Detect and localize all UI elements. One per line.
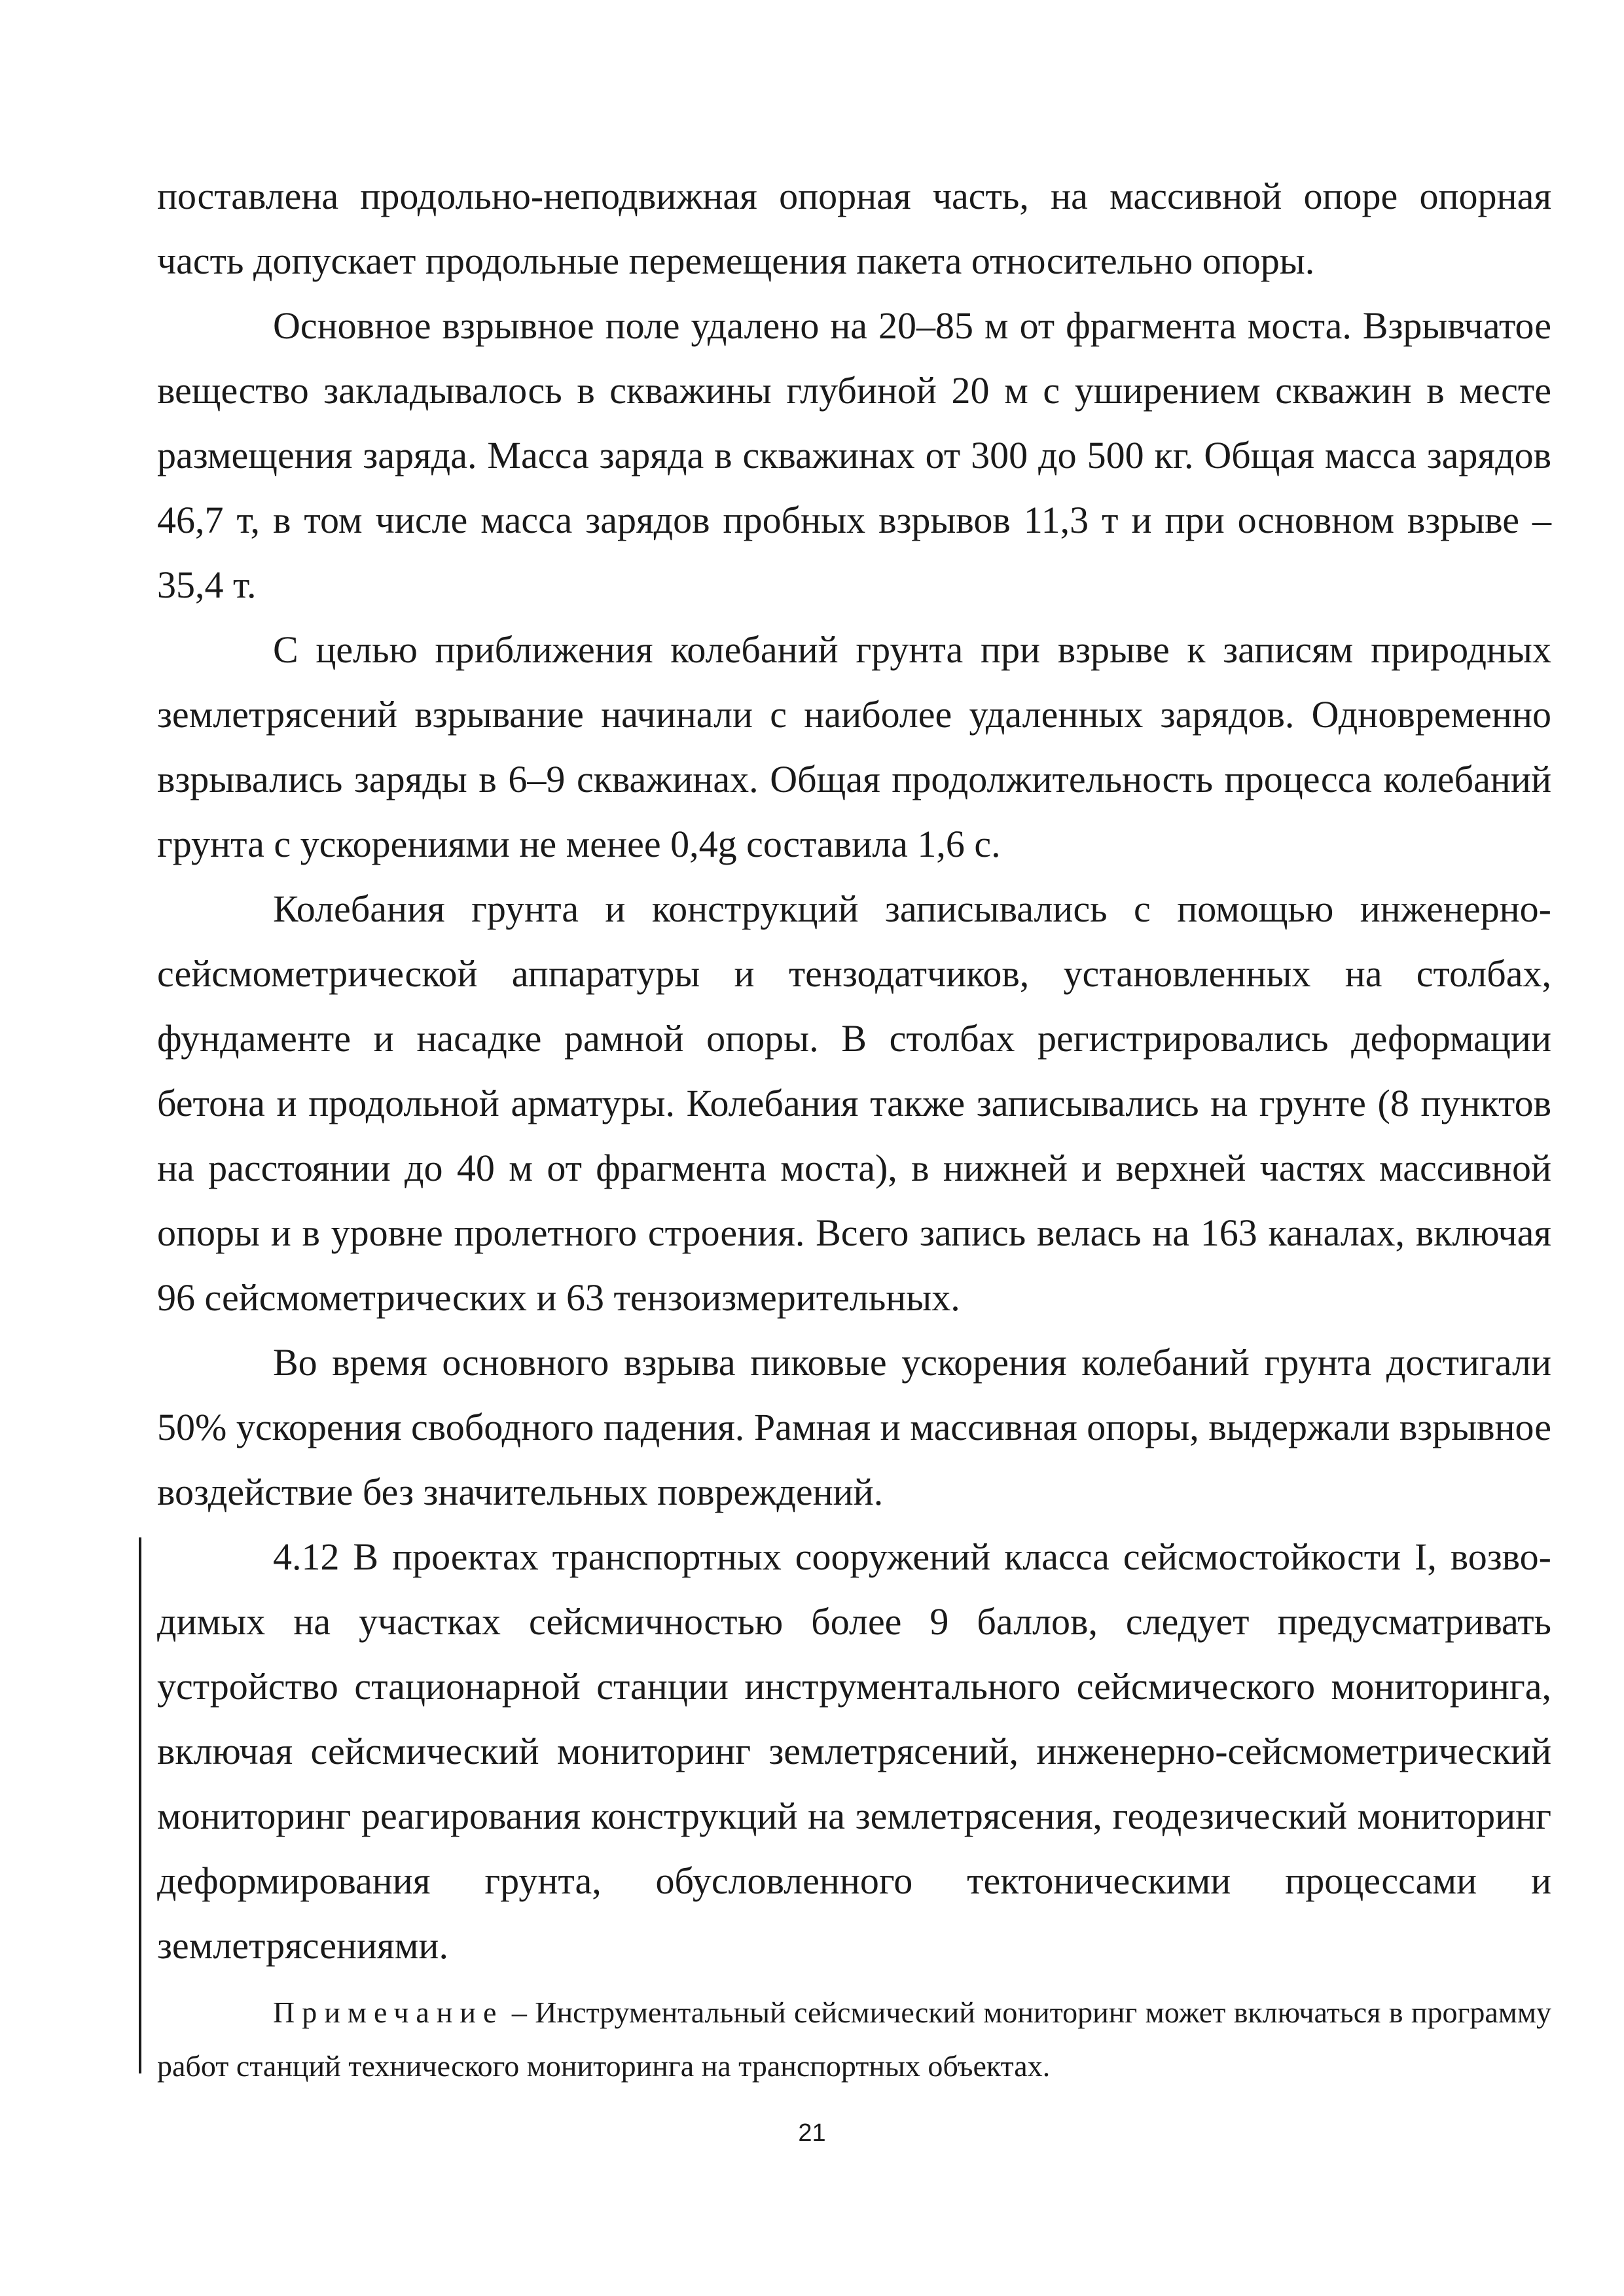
note-text: – Инструментальный сейсмический мониторинг может включаться в программу работ станций технического мониторинга на транспортных объектах. xyxy=(157,1996,1551,2083)
paragraph-5: Во время основного взрыва пиковые ускорения колебаний грунта достигали 50% ускорения свободного падения. Рамная и массивная опоры, выдержали взрывное воздействие без значительных повреждений. xyxy=(157,1341,1551,1513)
paragraph-3: С целью приближения колебаний грунта при взрыве к записям природных землетрясений взрывание начинали с наиболее удаленных зарядов. Одновременно взрывались заряды в 6–9 скважинах. Общая продолжительность процесса колебаний грунта с ускорениями не менее 0,4g составила 1,6 с. xyxy=(157,628,1551,865)
paragraph-1: поставлена продольно-неподвижная опорная часть, на массивной опоре опорная часть допускает продольные перемещения пакета относительно опоры. xyxy=(157,175,1551,282)
note-label: Примечание xyxy=(273,1996,504,2029)
page-number: 21 xyxy=(798,2119,826,2147)
note xyxy=(157,1986,1551,2093)
clause-4-12-block xyxy=(157,1524,1551,2093)
paragraph-4: Колебания грунта и конструкций записывались с помощью инженерно-сейсмометрической аппаратуры и тензодатчиков, установленных на столбах, фундаменте и насадке рамной опоры. В столбах регистрировались деформации бетона и продольной арматуры. Колебания также записывались на грунте (8 пунктов на расстоянии до 40 м от фрагмента моста), в нижней и верхней частях массивной опоры и в уровне пролетного строения. Всего запись велась на 163 каналах, включая 96 сейсмометрических и 63 тензоизмерительных. xyxy=(157,888,1551,1319)
change-bar xyxy=(139,1537,141,2073)
document-page xyxy=(157,164,1551,2093)
clause-4-12: 4.12 В проектах транспортных сооружений класса сейсмостойкости I, возводимых на участках сейсмичностью более 9 баллов, следует предусматривать устройство стационарной станции инструментального сейсмического мониторинга, включая сейсмический мониторинг землетрясений, инженерно-сейсмометрический мониторинг реагирования конструкций на землетрясения, геодезический мониторинг деформирования грунта, обусловленного тектоническими процессами и землетрясениями. xyxy=(157,1535,1551,1967)
paragraph-2: Основное взрывное поле удалено на 20–85 м от фрагмента моста. Взрывчатое вещество закладывалось в скважины глубиной 20 м с уширением скважин в месте размещения заряда. Масса заряда в скважинах от 300 до 500 кг. Общая масса зарядов 46,7 т, в том числе масса зарядов пробных взрывов 11,3 т и при основном взрыве – 35,4 т. xyxy=(157,304,1551,606)
